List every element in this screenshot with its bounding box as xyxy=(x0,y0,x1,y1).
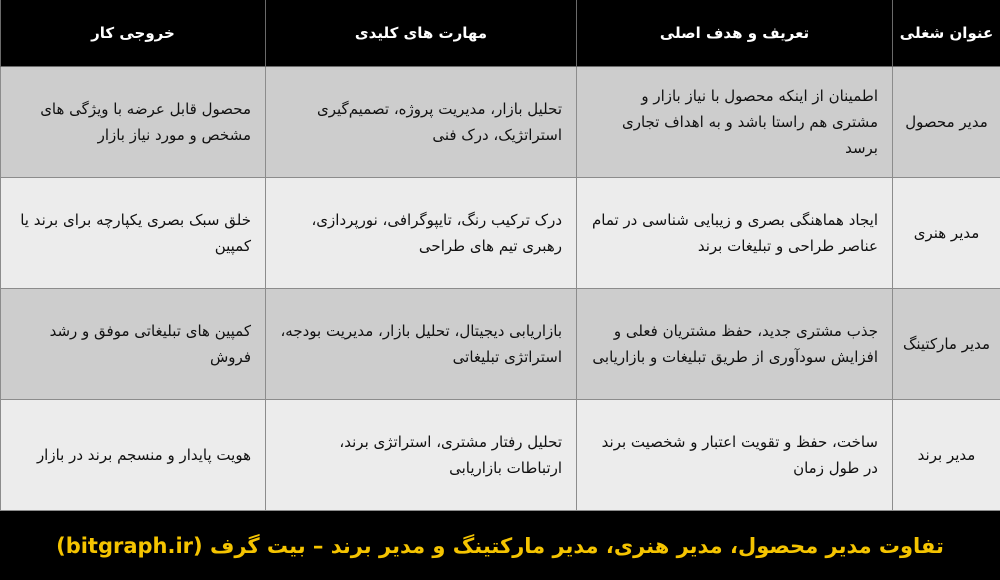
header-skills: مهارت های کلیدی xyxy=(266,0,577,67)
cell-definition: ساخت، حفظ و تقویت اعتبار و شخصیت برند در طول زمان xyxy=(577,400,893,511)
cell-output: کمپین های تبلیغاتی موفق و رشد فروش xyxy=(1,289,266,400)
header-job-title: عنوان شغلی xyxy=(893,0,1000,67)
cell-output: خلق سبک بصری یکپارچه برای برند یا کمپین xyxy=(1,178,266,289)
table-row xyxy=(1,178,1000,289)
cell-job-title: مدیر برند xyxy=(893,400,1000,511)
table-row xyxy=(1,67,1000,178)
caption-bar xyxy=(0,511,1000,580)
table-row xyxy=(1,400,1000,511)
header-output: خروجی کار xyxy=(1,0,266,67)
cell-skills: تحلیل بازار، مدیریت پروژه، تصمیم‌گیری استراتژیک، درک فنی xyxy=(266,67,577,178)
cell-job-title: مدیر هنری xyxy=(893,178,1000,289)
cell-definition: ایجاد هماهنگی بصری و زیبایی شناسی در تمام عناصر طراحی و تبلیغات برند xyxy=(577,178,893,289)
cell-job-title: مدیر مارکتینگ xyxy=(893,289,1000,400)
cell-skills: بازاریابی دیجیتال، تحلیل بازار، مدیریت بودجه، استراتژی تبلیغاتی xyxy=(266,289,577,400)
table-row xyxy=(1,289,1000,400)
table-header-row xyxy=(1,0,1000,67)
caption-text: تفاوت مدیر محصول، مدیر هنری، مدیر مارکتینگ و مدیر برند – بیت گرف (bitgraph.ir) xyxy=(56,533,944,558)
cell-output: هویت پایدار و منسجم برند در بازار xyxy=(1,400,266,511)
cell-definition: جذب مشتری جدید، حفظ مشتریان فعلی و افزایش سودآوری از طریق تبلیغات و بازاریابی xyxy=(577,289,893,400)
header-definition: تعریف و هدف اصلی xyxy=(577,0,893,67)
cell-skills: تحلیل رفتار مشتری، استراتژی برند، ارتباطات بازاریابی xyxy=(266,400,577,511)
cell-skills: درک ترکیب رنگ، تایپوگرافی، نورپردازی، رهبری تیم های طراحی xyxy=(266,178,577,289)
cell-output: محصول قابل عرضه با ویژگی های مشخص و مورد نیاز بازار xyxy=(1,67,266,178)
cell-job-title: مدیر محصول xyxy=(893,67,1000,178)
cell-definition: اطمینان از اینکه محصول با نیاز بازار و مشتری هم راستا باشد و به اهداف تجاری برسد xyxy=(577,67,893,178)
